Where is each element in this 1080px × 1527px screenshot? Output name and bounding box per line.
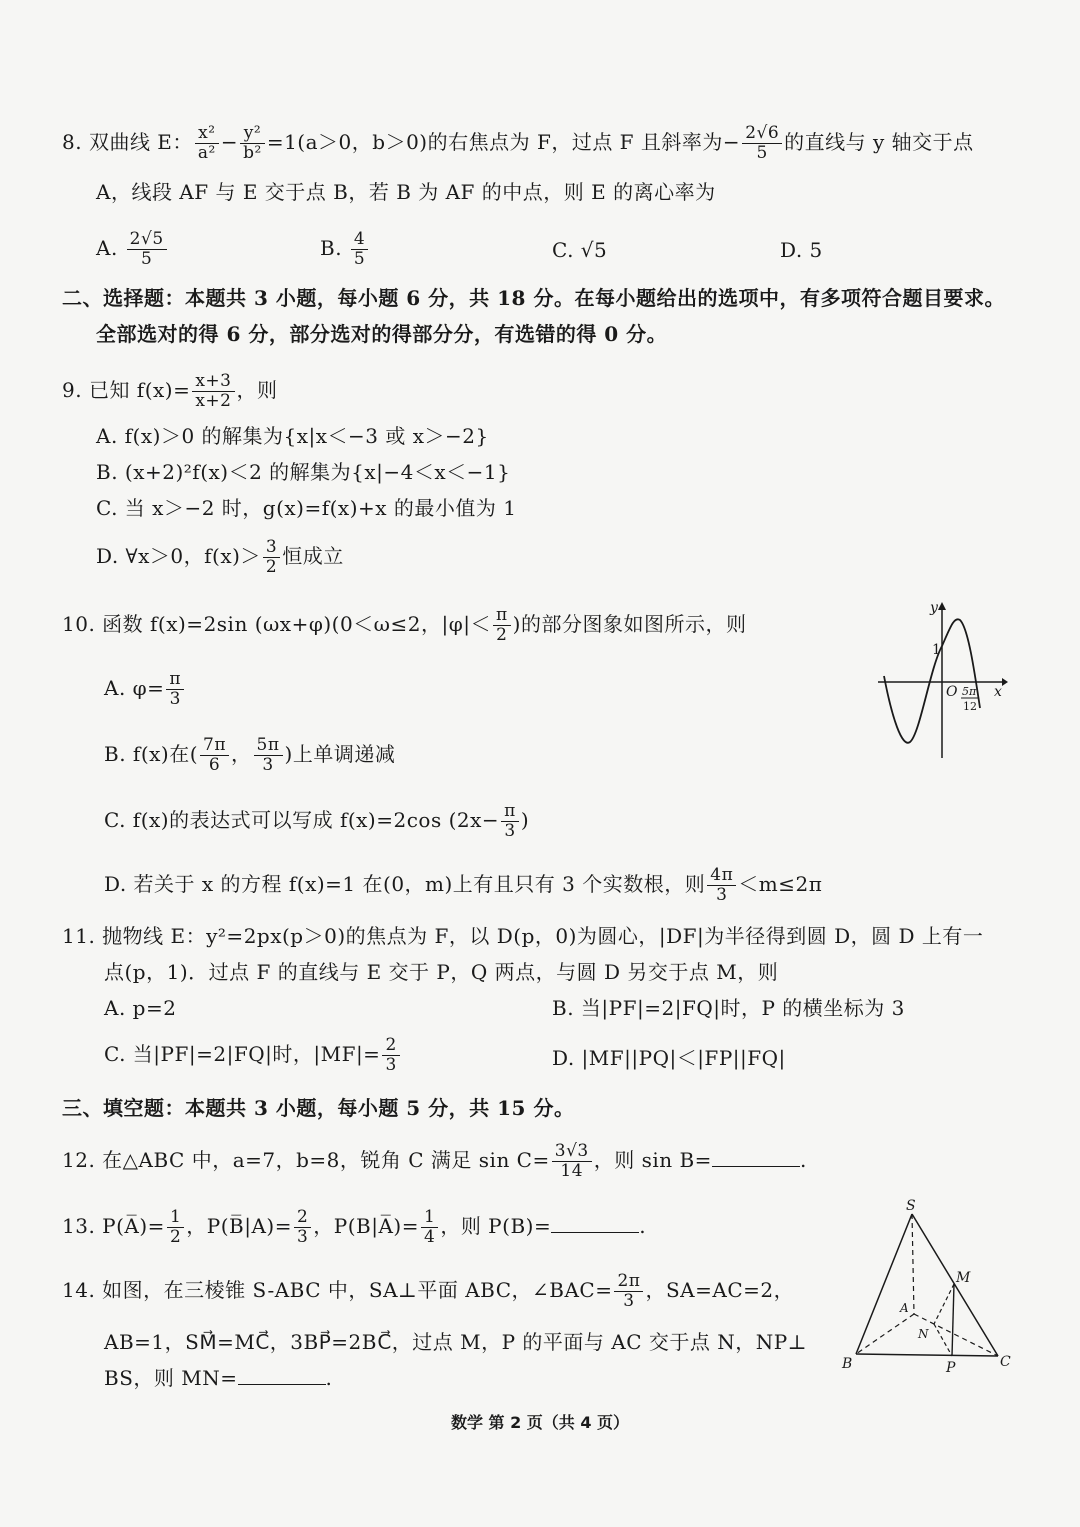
q8-frac-slope: $\frac{2√6}{5}$ (742, 124, 782, 163)
q9-option-b: B. (x+2)²f(x)＜2 的解集为{x|−4＜x＜−1} (96, 460, 511, 484)
q11-line1: 11. 抛物线 E：y²=2px(p＞0)的焦点为 F，以 D(p，0)为圆心，|DF|为半径得到圆 D，圆 D 上有一 (62, 924, 984, 948)
x-axis-arrow-icon (1002, 678, 1008, 686)
q14-answer-blank (238, 1364, 326, 1385)
graph-tick-num: 5π (962, 685, 977, 698)
section2-heading: 二、选择题：本题共 3 小题，每小题 6 分，共 18 分。在每小题给出的选项中，有多项符合题目要求。 (62, 286, 1005, 310)
q8-frac-x: $\frac{\text{x²}}{\text{a²}}$ (195, 124, 219, 163)
q8-option-d: D. 5 (780, 238, 823, 262)
q9-stem: 9. 已知 f(x)= $\frac{x+3}{x+2}$ ，则 (62, 371, 278, 411)
q13-stem: 13. P(A̅)= $\frac{1}{2}$ ，P(B̅|A)= $\frac{2}{3}$ ，P(B|A̅)= $\frac{1}{4}$ ，则 P(B)= . (62, 1207, 647, 1247)
segment-mp (952, 1284, 954, 1356)
page-footer: 数学 第 2 页（共 4 页） (450, 1413, 630, 1432)
q8-stem-start: 8. 双曲线 E： (62, 130, 193, 154)
q12-stem: 12. 在△ABC 中，a=7，b=8，锐角 C 满足 sin C= $\frac{3√3}{14}$ ，则 sin B= . (62, 1141, 807, 1181)
q9-option-c: C. 当 x＞−2 时，g(x)=f(x)+x 的最小值为 1 (96, 496, 517, 520)
q9-option-a: A. f(x)＞0 的解集为{x|x＜−3 或 x＞−2} (96, 424, 489, 448)
vertex-c-label: C (1000, 1354, 1011, 1370)
edge-bc (856, 1354, 998, 1356)
graph-y-label: y (930, 600, 938, 616)
q10-stem: 10. 函数 f(x)=2sin (ωx+φ)(0＜ω≤2，|φ|＜ $\frac{\pi}{2}$ )的部分图象如图所示，则 (62, 605, 747, 645)
q10-option-c: C. f(x)的表达式可以写成 f(x)=2cos (2x− $\frac{\pi}{3}$ ) (104, 801, 530, 841)
section2-heading-cont: 全部选对的得 6 分，部分选对的得部分分，有选错的得 0 分。 (96, 322, 668, 346)
q8-option-b: B. $\frac{4}{5}$ (320, 230, 370, 269)
vertex-a-label: A (900, 1301, 909, 1315)
segment-mn (934, 1284, 954, 1324)
graph-one-label: 1 (932, 642, 941, 658)
vertex-s-label: S (906, 1198, 916, 1214)
q8-line2: A，线段 AF 与 E 交于点 B，若 B 为 AF 的中点，则 E 的离心率为 (96, 180, 716, 204)
q10-option-d: D. 若关于 x 的方程 f(x)=1 在(0，m)上有且只有 3 个实数根，则 $\frac{4\pi}{3}$ ＜m≤2π (104, 865, 823, 905)
edge-sb (856, 1214, 912, 1354)
q10-option-b: B. f(x)在( $\frac{7\pi}{6}$ ， $\frac{5\pi}{3}$ )上单调递减 (104, 735, 396, 775)
graph-x-label: x (994, 684, 1002, 700)
edge-sa (912, 1214, 914, 1314)
q11-line2: 点(p，1)．过点 F 的直线与 E 交于 P，Q 两点，与圆 D 另交于点 M，则 (104, 960, 779, 984)
point-m-label: M (956, 1270, 971, 1286)
graph-tick-den: 12 (963, 700, 977, 713)
q8-line1: 8. 双曲线 E： $\frac{\text{x²}}{\text{a²}}$ − $\frac{\text{y²}}{\text{b²}}$ =1(a＞0，b＞0)的右焦点为 F，过点 F 且斜率为− $\frac{2√6}{5}$ 的直线与 y 轴交于点 (62, 123, 974, 163)
q8-frac-y: $\frac{\text{y²}}{\text{b²}}$ (240, 124, 265, 163)
q12-answer-blank (712, 1146, 800, 1167)
q8-option-c: C. √5 (552, 238, 608, 262)
graph-origin-label: O (946, 684, 958, 700)
q9-option-d: D. ∀x＞0，f(x)＞ $\frac{3}{2}$ 恒成立 (96, 537, 344, 577)
sine-curve (884, 619, 980, 743)
q10-sine-graph (870, 598, 1010, 768)
y-axis-arrow-icon (938, 602, 946, 610)
q11-option-a: A. p=2 (104, 996, 177, 1020)
q11-option-c: C. 当|PF|=2|FQ|时，|MF|= $\frac{2}{3}$ (104, 1036, 402, 1075)
q14-line3: BS，则 MN= . (104, 1366, 333, 1390)
q14-pyramid-figure (838, 1198, 1018, 1378)
section3-heading: 三、填空题：本题共 3 小题，每小题 5 分，共 15 分。 (62, 1096, 575, 1120)
q11-option-b: B. 当|PF|=2|FQ|时，P 的横坐标为 3 (552, 996, 905, 1020)
q14-line2: AB=1，SM⃗=MC⃗，3BP⃗=2BC⃗，过点 M，P 的平面与 AC 交于点 N，NP⊥ (104, 1330, 808, 1354)
q14-line1: 14. 如图，在三棱锥 S-ABC 中，SA⊥平面 ABC，∠BAC= $\frac{2\pi}{3}$ ，SA=AC=2， (62, 1271, 795, 1311)
q11-option-d: D. |MF||PQ|＜|FP||FQ| (552, 1046, 786, 1070)
q10-option-a: A. φ= $\frac{\pi}{3}$ (104, 670, 186, 709)
vertex-b-label: B (842, 1356, 853, 1372)
q13-answer-blank (551, 1212, 639, 1233)
segment-np (934, 1324, 952, 1356)
q8-option-a: A. $\frac{2√5}{5}$ (96, 230, 169, 269)
point-n-label: N (918, 1327, 929, 1341)
point-p-label: P (946, 1360, 956, 1376)
